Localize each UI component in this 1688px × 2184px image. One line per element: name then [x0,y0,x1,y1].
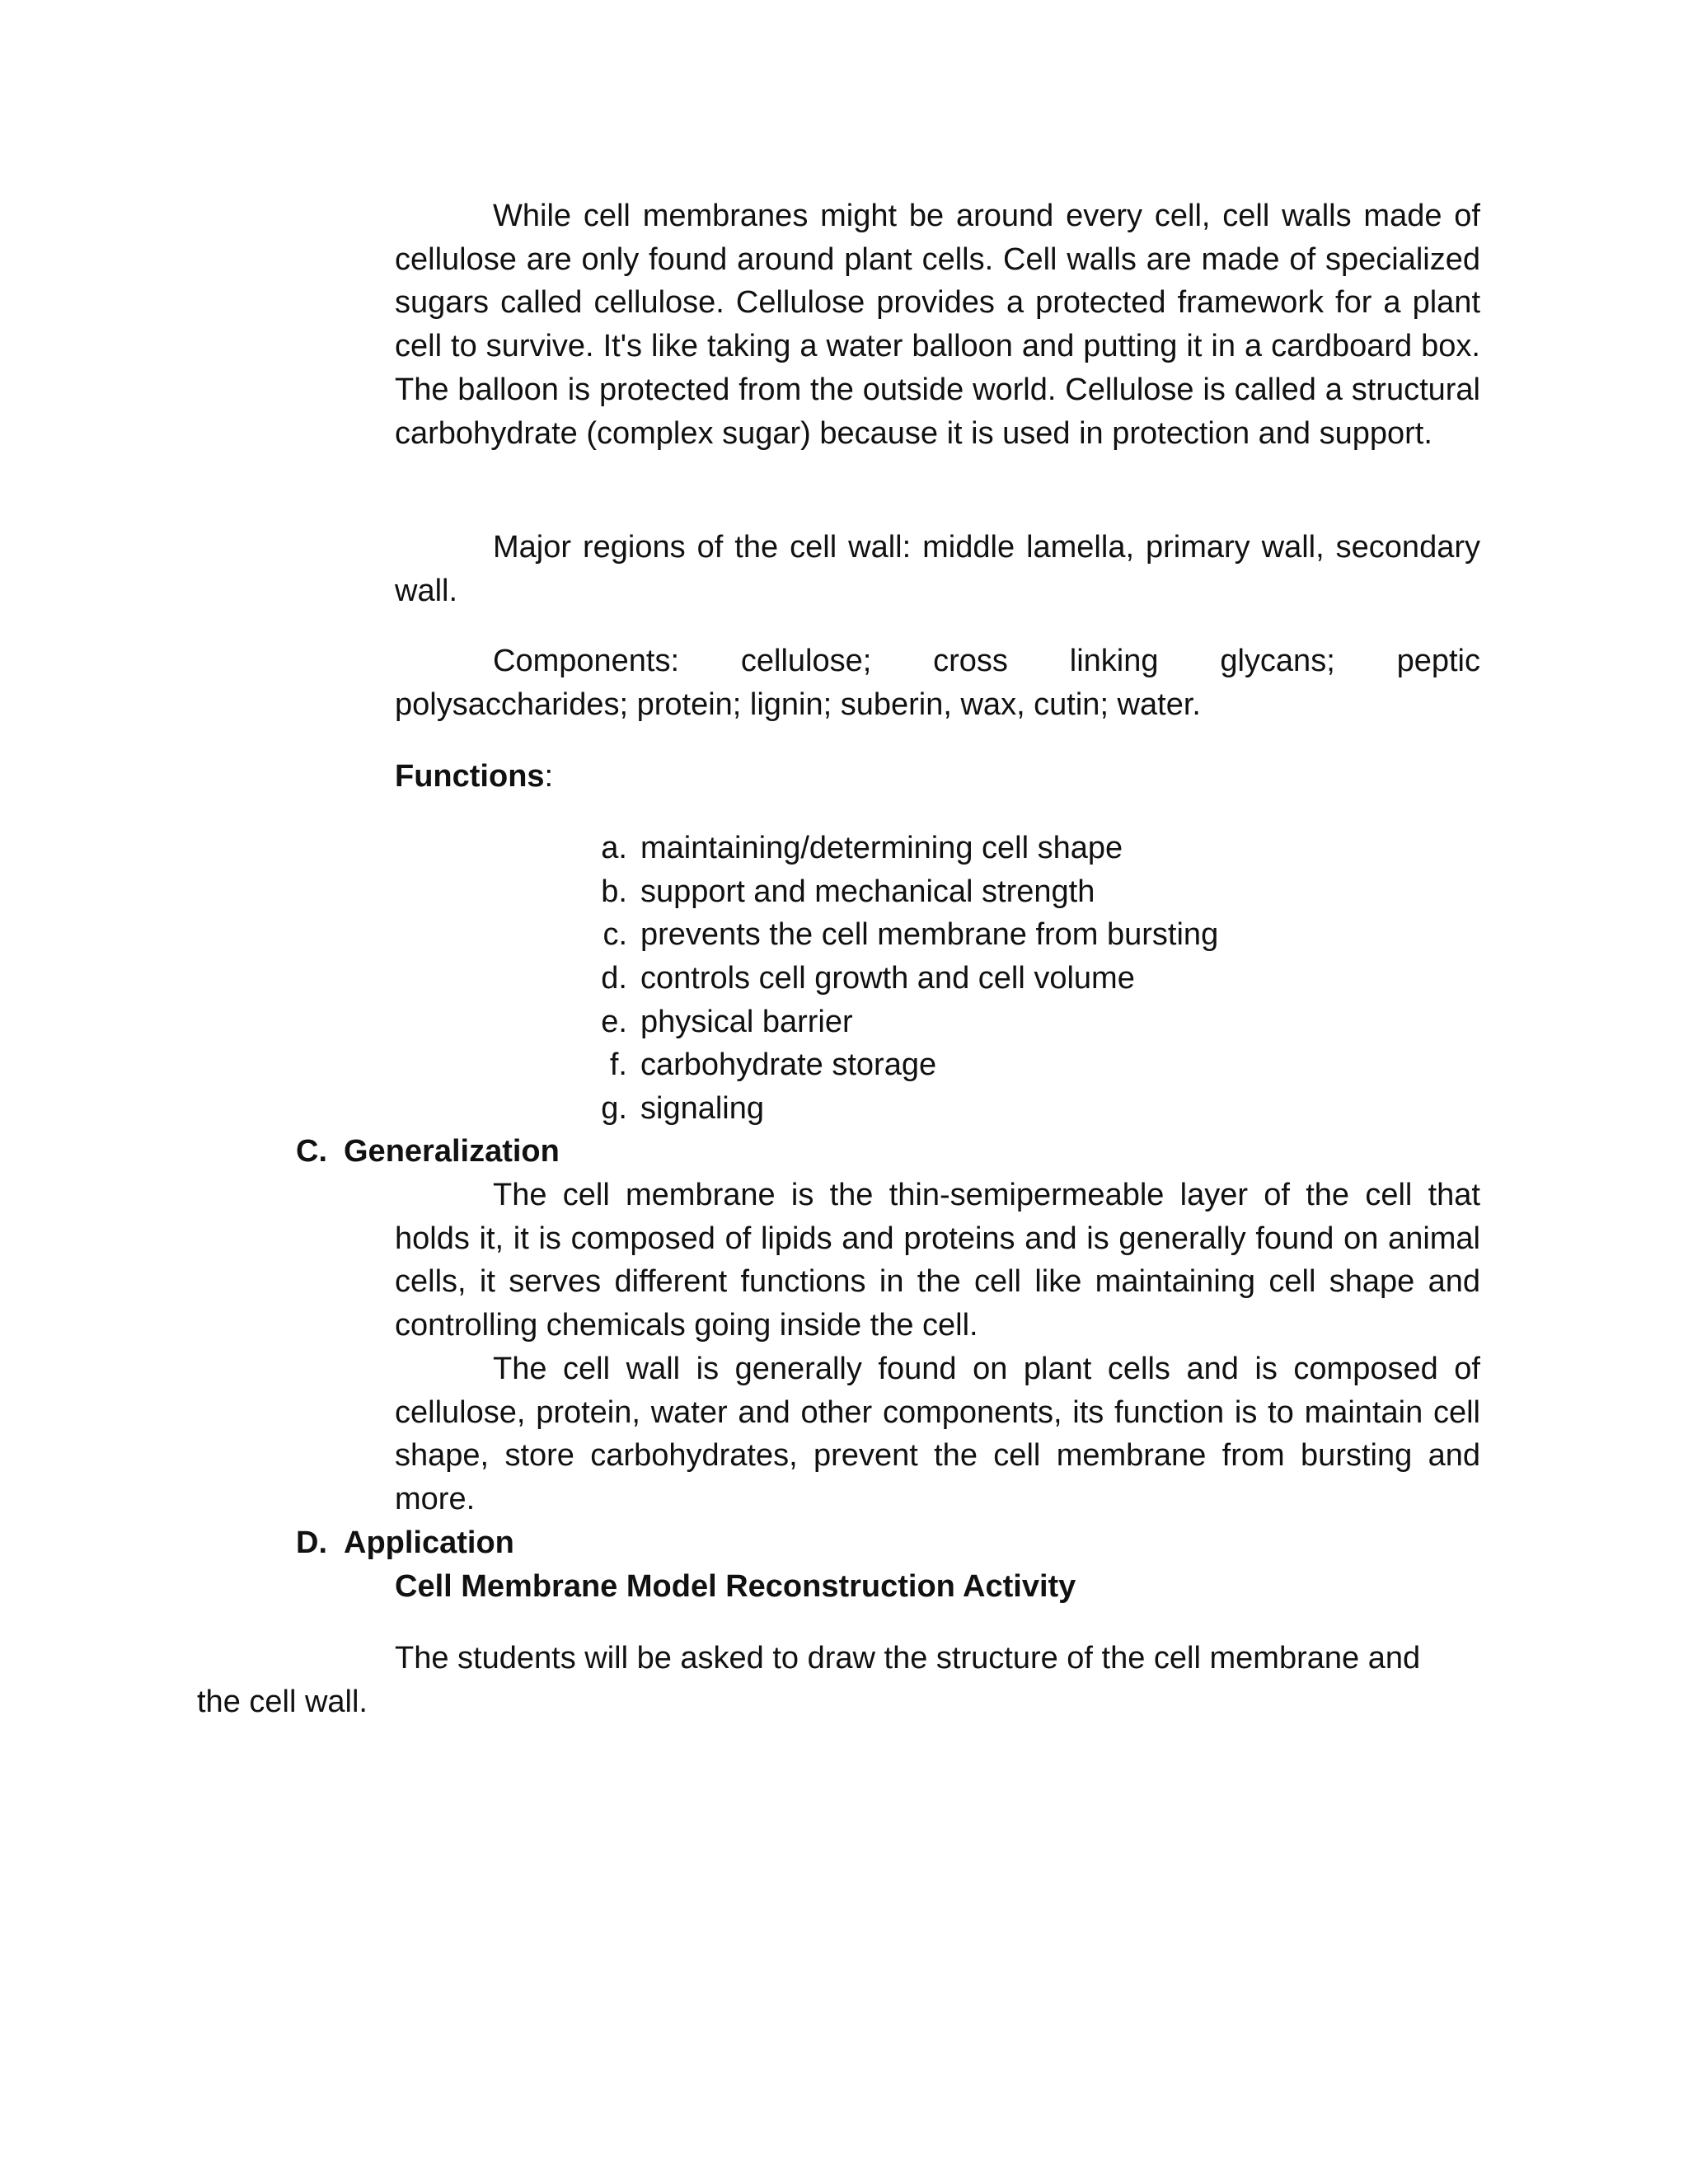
generalization-wall-paragraph: The cell wall is generally found on plant cells and is composed of cellulose, protein, water and other components, its function is to maintain cell shape, store carbohydrates, prevent the cell membrane from bursting and more. [395,1352,1480,1517]
list-marker: c. [603,917,627,953]
cell-wall-components-line-1: Components: cellulose; cross linking glycans; peptic [493,644,1480,678]
list-item [578,1087,1320,1131]
list-item [578,1043,1320,1087]
list-item [578,913,1320,957]
list-item-text: maintaining/determining cell shape [640,831,1123,865]
list-item [578,827,1320,870]
list-item-text: carbohydrate storage [640,1047,937,1083]
functions-list [578,827,1320,1131]
list-marker: f. [609,1047,627,1083]
functions-heading [395,755,553,799]
activity-title: Cell Membrane Model Reconstruction Activity [395,1569,1076,1604]
functions-label: Functions [395,759,545,794]
section-title: Generalization [344,1134,560,1169]
section-letter: D. [296,1526,327,1560]
list-marker: e. [601,1004,627,1039]
list-item-text: prevents the cell membrane from bursting [640,917,1219,953]
cell-wall-regions-paragraph: Major regions of the cell wall: middle lamella, primary wall, secondary wall. [395,530,1480,608]
list-item-text: support and mechanical strength [640,874,1095,909]
section-title: Application [344,1526,514,1560]
list-item-text: controls cell growth and cell volume [640,961,1135,996]
list-item [578,1001,1320,1044]
list-item-text: signaling [640,1091,764,1127]
generalization-membrane-paragraph: The cell membrane is the thin-semipermeable layer of the cell that holds it, it is composed of lipids and proteins and is generally found on animal cells, it serves different functions in the cell like maintaining cell shape and controlling chemicals going inside the cell. [395,1178,1480,1343]
functions-colon: : [544,759,554,794]
activity-instruction-line-1: The students will be asked to draw the structure of the cell membrane and [395,1641,1421,1675]
generalization-heading [296,1130,560,1174]
activity-instruction-line-2: the cell wall. [197,1685,368,1719]
list-marker: d. [601,961,627,996]
list-item-text: physical barrier [640,1004,853,1039]
list-marker: b. [601,874,627,909]
application-heading [296,1521,514,1565]
list-item [578,870,1320,914]
cell-wall-intro-paragraph: While cell membranes might be around every cell, cell walls made of cellulose are only found around plant cells. Cell walls are made of specialized sugars called cellulose. Cellulose provides a protected framework for a plant cell to survive. It's like taking a water balloon and putting it in a cardboard box. The balloon is protected from the outside world. Cellulose is called a structural carbohydrate (complex sugar) because it is used in protection and support. [395,199,1480,451]
cell-wall-components-line-2: polysaccharides; protein; lignin; suberin, wax, cutin; water. [395,687,1201,722]
list-marker: g. [601,1091,627,1127]
list-item [578,957,1320,1001]
section-letter: C. [296,1134,327,1169]
list-marker: a. [601,831,627,865]
